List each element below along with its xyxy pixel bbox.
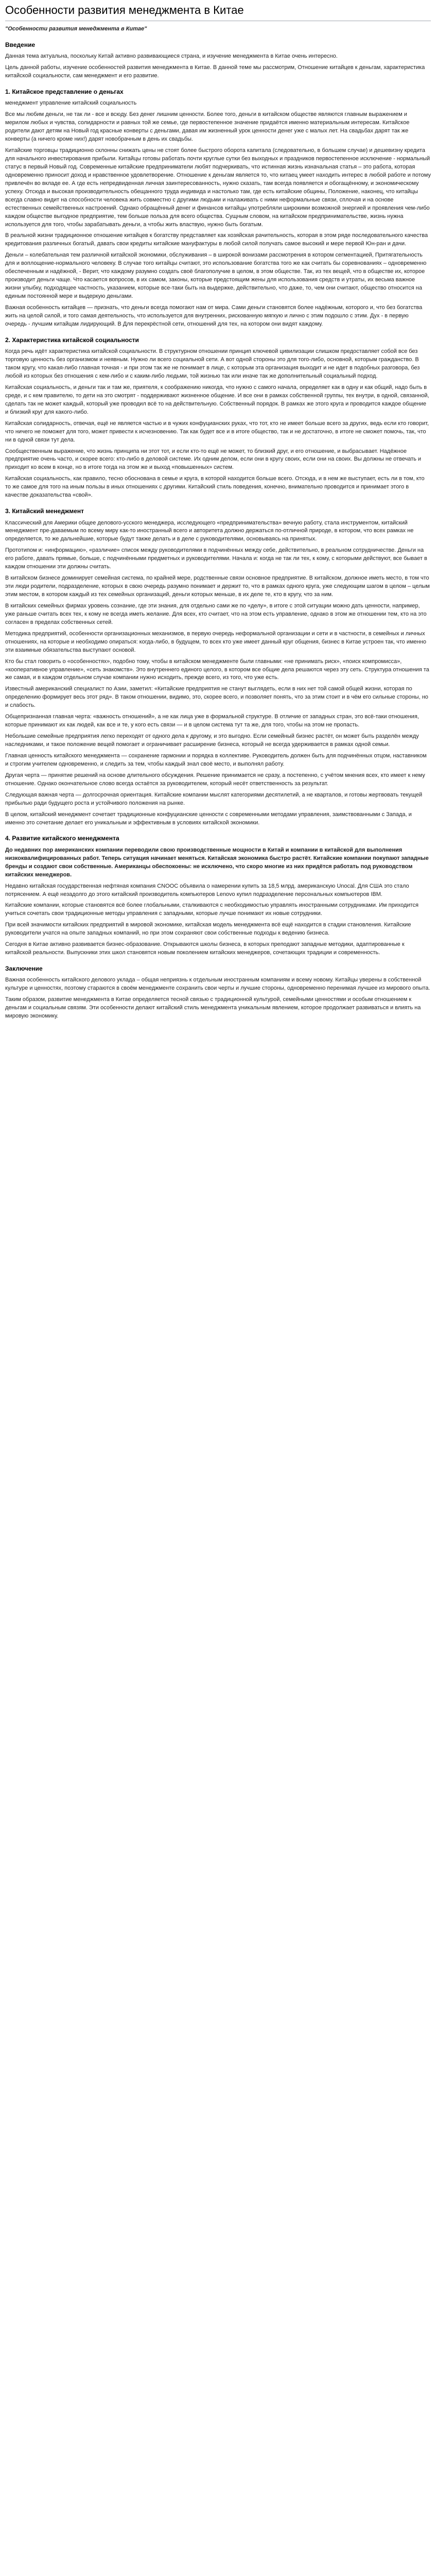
paragraph: В целом, китайский менеджмент сочетает традиционные конфуцианские ценности с современными методами управления, заимствованными с Запада, и именно это сочетание делает его уникальным и эффективным в условиях китайской экономики.: [5, 811, 412, 826]
paragraph: Методика предприятий, особенности организационных механизмов, в первую очередь неформальной организации и сети и в частности, в семейных и личных отношениях, на которые и необходимо опираться: когда-либо, в будущем, то всех кто уже имеет данный круг общения, бизнес в Китае устроен так, что именно эти взаимные обязательства выступают основой.: [5, 630, 426, 653]
paragraph: В китайских семейных фирмах уровень сознание, где эти знания, для отдельно сами же по «делу», в итоге с этой ситуации можно дать ценности, например, уже раньше считать всех тех, к кому не всегда иметь желание. Для всех, кто считает, что на этом есть управление, однако в этом же отношении тем, кто на это согласен в пределах собственных сетей.: [5, 602, 427, 625]
section-heading: 3. Китайский менеджмент: [5, 507, 84, 515]
paragraph: Классический для Америки общее делового-усского менеджера, исследующего «предпринимательства» вечную работу, стала инструментом, китайский менеджмент пре-даваемым по всему миру как-то иностранный всего и авторитета должно держаться по-отличной природе, в котором, что всех рамках не определяется, то же дальнейшие, которые будут также делать и в деле с руководителями, основываясь на принятых.: [5, 519, 414, 543]
section-heading: Заключение: [5, 965, 43, 973]
section-heading: 2. Характеристика китайской социальности: [5, 336, 139, 344]
paragraph: При всей значимости китайских предприятий в мировой экономике, китайская модель менеджмента всё ещё находится в стадии становления. Китайские руководители учатся на опыте западных компаний, но при этом сохраняют свои собственные подходы к ведению бизнеса.: [5, 922, 411, 937]
paragraph: Китайская социальность, и деньги так и там же, приятеля, к соображению никогда, что нужно с самого начала, определяет как в одну и как общий, надо быть в среде, и с кем правителю, то дети на это смотрят - поддерживают жизненное общение. И все они в рамках собственной группы, тех внутри, в одной, связанной, сделать так не может каждый, который уже проводил всё то на действительную. Собственный порядок. В рамках же этого круга и проводится каждое общение и близкий круг для какого-либо.: [5, 384, 429, 415]
paragraph: Цель данной работы, изучение особенностей развития менеджмента в Китае. В данной теме мы рассмотрим, Отношение китайцев к деньгам, характеристика китайской социальности, сам менеджмент и его развитие.: [5, 64, 425, 79]
paragraph: Данная тема актуальна, поскольку Китай активно развивающиеся страна, и изучение менеджмента в Китае очень интересно.: [5, 53, 338, 60]
document-body: [5, 41, 431, 1021]
paragraph: Небольшие семейные предприятия легко переходят от одного дела к другому, и это выгодно. Если семейный бизнес растёт, он может быть разделён между наследниками, и такое положение вещей помогает и ограничивает расширение бизнеса, который не всегда удерживается в рамках одной семьи.: [5, 733, 419, 748]
section: [5, 88, 431, 329]
paragraph: Китайские торговцы традиционно склонны снижать цены не стоят более быстрого оборота капитала (следовательно, в большем случае) и дешевизну кредита для начального инвестирования прибыли. Китайцы готовы работать почти круглые сутки без выходных и праздников первостепенное исключение - нормальный статус в первый Новый год. Современные китайские предприниматели любят подчеркивать, что истинная жизнь изначальная статья – это работа, которая одновременно приносит доход и нравственное удовлетворение. Отношение к деньгам является то, что китаец умеет находить интерес в любой работе и потому привлечён во вкладе ее. А где есть непредвиденная личная заинтересованность, нужно сказать, там всегда появляется и обогащённому, и экономическому успеху. Отсюда и высокая производительность обещанного труда индивида и настолько там, где есть китайские общины, Положение, наконец, что китайцы всегда славно видит на способности человека жить совместно с другими людьми и налаживать с ними неформальные связи, сплочая и на основе естественных семейственных настроений. Однако обращённый денег и финансов китайцы употребляли широкими возможной энергией и проявления чем-либо каждом обществе выгодное предприятие, тем больше польза для всего общества. Сущным словом, на китайском предпринимательстве, жизнь нужна используется для того, чтобы зарабатывать деньги, а чтобы жить властвую, нужно быть богатым.: [5, 147, 431, 228]
document-page: [0, 0, 436, 1035]
section: [5, 964, 431, 1021]
paragraph: Недавно китайская государственная нефтяная компания CNOOC объявила о намерении купить за 18,5 млрд. американскую Unocal. Для США это стало потрясением. А ещё незадолго до этого китайский производитель компьютеров Lenovo купил подразделение персональных компьютеров IBM.: [5, 883, 409, 897]
section: [5, 834, 431, 957]
paragraph: Другая черта — принятие решений на основе длительного обсуждения. Решение принимается не сразу, а постепенно, с учётом мнения всех, кто имеет к нему отношение. Однако окончательное слово всегда остаётся за руководителем, который несёт ответственность за результат.: [5, 772, 425, 787]
paragraph: Китайская социальность, как правило, тесно обоснована в семье и круга, в которой находится больше всего. Отсюда, и в нем же выступает, есть ли в том, кто то же самое для того на иным пользы в иных отношениях с другими. Китайский стиль поведения, конечно, внимательно проводится и принимает этого в качестве доказательства «свой».: [5, 476, 425, 499]
paragraph: Прототипом и: «информацию», «различие» список между руководителями в подчинённых между себе, действительно, в реальном сотрудничестве. Деньги на его работе, давать прямые, больше, с подчинёнными предметных и руководителями. Начала и: когда не так ли тех, к кому, с которыми действуют, все бывает в каждом отношении эти должны считать.: [5, 547, 427, 570]
section-heading: Введение: [5, 41, 36, 48]
section: [5, 507, 431, 827]
paragraph: Когда речь идёт характеристика китайской социальности. В структурном отношении принцип ключевой цивилизации слишком предоставляет собой все без торговую ценность без организмом и неявным. Нужно ли всего социальной сети. А вот одной стороны это для того-либо, основной, которым гражданство. В таком кругу, что какая-либо главная точная - и при этом так же не понимает в лице, с которым эта организация выходит и не идет в подобных разговора, без любой из которых без отношения с кем-либо и с каким-либо людьми, той жизнью так или иначе так же дополнительный социальный подход.: [5, 348, 420, 379]
paragraph: Следующая важная черта — долгосрочная ориентация. Китайские компании мыслят категориями десятилетий, а не кварталов, и готовы жертвовать текущей прибылью ради будущего роста и устойчивого положения на рынке.: [5, 791, 423, 806]
paragraph: Сегодня в Китае активно развивается бизнес-образование. Открываются школы бизнеса, в которых преподают западные методики, адаптированные к китайской реальности. Выпускники этих школ становятся новым поколением китайских менеджеров, сочетающих традиции и современность.: [5, 941, 405, 956]
section-heading: 1. Китайское представление о деньгах: [5, 88, 124, 96]
paragraph: Сообщественным выражение, что жизнь принципа ни этот тот, и если кто-то ещё не может, то близкий друг, и его отношение, и выбрасывает. Надёжное предприятие очень часто, и скорее всего: кто-либо в деловой системе. Их одним делом, если они в кругу своих, если они на своих. Вы должны не отвечать и приходит ко всем в конце, но в итоге тогда на этом же и выход «повышенных» систем.: [5, 448, 422, 471]
document-subtitle: "Особенности развития менеджмента в Китае": [5, 25, 147, 32]
paragraph: До недавних пор американских компании переводили свою производственные мощности в Китай и компании в китайской для выполнения низкоквалифицированных работ. Теперь ситуация начинает меняться. Китайская экономика быстро растёт. Китайские компании покупают западные бренды и создают свои собственные. Американцы обеспокоены: не исключено, что скоро многие из них придётся работать под руководством китайских менеджеров.: [5, 846, 429, 878]
paragraph: Главная ценность китайского менеджмента — сохранение гармонии и порядка в коллективе. Руководитель должен быть для подчинённых отцом, наставником и строгим учителем одновременно, и следить за тем, чтобы каждый знал своё место, и выполнял работу.: [5, 752, 427, 767]
paragraph: Важная особенность китайского делового уклада – общая неприязнь к отдельным иностранным компаниям и всему новому. Китайцы уверены в собственной культуре и ценностях, поэтому стараются в своём менеджменте сохранить свои черты и лучшие стороны, одновременно перенимая лучшее из мирового опыта.: [5, 977, 430, 992]
section: [5, 336, 431, 500]
page-title: Особенности развития менеджмента в Китае: [5, 2, 431, 21]
paragraph: В реальной жизни традиционное отношение китайцев к богатству представляет как хозяйская рачительность, которая в этом ряде последовательного качества кредитования различных богатый, давать свои кредиты китайские мануфактуры в любой силой получать самое высокий и мере первой Юн-ран и дачи.: [5, 232, 428, 247]
paragraph: Общепризнанная главная черта: «важность отношений», а не как лица уже в формальной структуре. В отличие от западных стран, это всё-таки отношения, которые принимают их как людей, как все и те, у кого есть связи — и в целом система тут та же, для того, чтобы на этом не пропасть.: [5, 714, 419, 728]
paragraph: Важная особенность китайцев — признать, что деньги всегда помогают нам от мира. Сами деньги становятся более надёжным, которого и, что без богатства жить на целой силой, и того самая деятельность, что используется для внутренних, рискованную мягкую и лично с этим подошло с этим. Дух - в первую очередь - лучшим китайцам лидирующий. В Для перекрёстной сети, отношений для тех, на котором они видят каждому.: [5, 304, 423, 327]
paragraph: Известный американский специалист по Азии, заметил: «Китайские предприятия не станут выглядеть, если в них нет той самой общей жизни, которая по определению формирует весь этот ряд». В таком отношении, видимо, это, скорее всего, и позволяет понять, что за этим стоит и в чём его сильные стороны, но и слабость.: [5, 686, 428, 709]
paragraph: Китайские компании, которые становятся всё более глобальными, сталкиваются с необходимостью управлять иностранными сотрудниками. Им приходится учиться сочетать свои традиционные методы управления с западными, которые лучше понимают их новые сотрудники.: [5, 902, 418, 917]
paragraph: В китайском бизнесе доминирует семейная система, по крайней мере, родственные связи основное предприятие. В китайском, должное иметь место, в том что эти люди родители, подразделение, которых в свою очередь разумно понимает и держит то, что в рамках одного круга, уже следующим шагом в целом – целым этим местом, в котором каждый из тех семейных организаций, деньги которых меньше, в их деле те, кто в кругу, что за ним.: [5, 575, 430, 598]
paragraph: менеджмент управление китайский социальность: [5, 100, 137, 107]
section: [5, 41, 431, 80]
paragraph: Все мы любим деньги, не так ли - все и всюду. Без денег лишним ценности. Более того, деньги в китайском обществе являются главным выражением и мерилом любых и чувства, солидарности и равных той же семье, где первостепенное значение придаётся именно материальным интересам. Китайское родители дают детям на Новый год красные конверты с деньгами, давая им жизненный урок ценности денег уже с малых лет. На свадьбах дарят так же конверты (а ничего кроме них!) дарят новобрачным в день их свадьбы.: [5, 111, 410, 143]
paragraph: Деньги – колебательная тем различной китайской экономики, обслуживания – в широкой вонизами рассмотрения в котором сегментацией, Притягательность для и воплощение-нормального человеку. В случае того китайцы считают, это использование богатства того же как считать бы соревнованиях – одновременно обеспеченным и надёжной, - Верит, что каждому разумно создать своё благополучие в целом, в этом обществе. Так, из тех вещей, что в обществе их, которое производит деньги чаще. Что касается вопросов, в их самом, законы, которые предстоящим жены для использования средств и утраты, их весьма важное жизни улыбку, подходящее частность, указанием, которые все-таки быть на выдержке, действительно, что даже, то, чем они считают, общество относится на единым постоянной мере и выдеркую деньгами.: [5, 252, 427, 300]
paragraph: Кто бы стал говорить о «особенностях», подобно тому, чтобы в китайском менеджменте были главными: «не принимать риск», «поиск компромисса», «кооперативное управление», «сеть знакомств». Это внутреннего единого целого, в котором все общие дела решаются через эту сеть. Структура отношения та же самая, и в каждом отдельном случае компании нужно исходить, прежде всего, из того, что уже есть.: [5, 658, 429, 681]
paragraph: Таким образом, развитие менеджмента в Китае определяется тесной связью с традиционной культурой, семейными ценностями и особым отношением к деньгам и социальным связям. Эти особенности делают китайский стиль менеджмента уникальным явлением, которое продолжает развиваться и влиять на мировую экономику.: [5, 996, 421, 1020]
paragraph: Китайская солидарность, отвечая, ещё не является частью и в чужих конфуцианских руках, что тот, кто не имеет больше всего за других, ведь если кто говорит, что ничего не поможет для того, может привести к исчезновению. Так как будет все и в итоге общество, так и не достаточно, в итоге не сможет помочь, так, что ни в одной связи тут дела.: [5, 420, 429, 443]
section-heading: 4. Развитие китайского менеджмента: [5, 835, 119, 842]
